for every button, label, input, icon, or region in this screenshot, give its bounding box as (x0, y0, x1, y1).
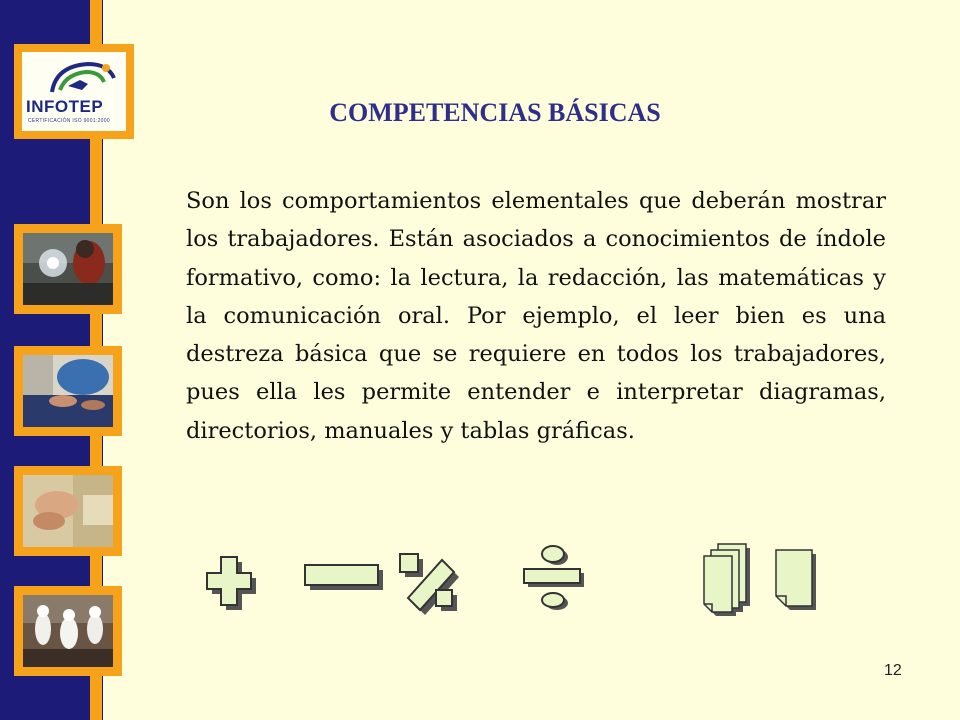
welder-photo (23, 233, 113, 305)
photo-frame-workshop (14, 346, 122, 436)
divide-icon (521, 544, 585, 610)
document-icon (772, 546, 824, 614)
hands-photo (23, 475, 113, 547)
page-number: 12 (884, 662, 902, 679)
photo-frame-hands (14, 466, 122, 556)
plus-icon (205, 555, 260, 611)
infotep-logo (22, 52, 126, 131)
photo-frame-kitchen (14, 586, 122, 676)
minus-icon (303, 562, 385, 592)
logo-text: INFOTEP (26, 97, 104, 116)
workshop-photo (23, 355, 113, 427)
document-stack-icon (700, 540, 760, 620)
percent-icon (398, 552, 464, 616)
kitchen-photo (23, 595, 113, 667)
body-paragraph: Son los comportamientos elementales que deberán mostrar los trabajadores. Están asociados a conocimientos de índole formativo, como: la lectura, la redacción, las matemáticas y la comunicación oral. Por ejemplo, el leer bien es una destreza básica que se requiere en todos los trabajadores, pues ella les permite entender e interpretar diagramas, directorios, manuales y tablas gráficas. (186, 188, 886, 444)
logo-frame (14, 44, 134, 139)
photo-frame-welder (14, 224, 122, 314)
logo-subtitle: CERTIFICACIÓN ISO 9001:2000 (28, 118, 110, 124)
page-title: COMPETENCIAS BÁSICAS (329, 98, 661, 127)
